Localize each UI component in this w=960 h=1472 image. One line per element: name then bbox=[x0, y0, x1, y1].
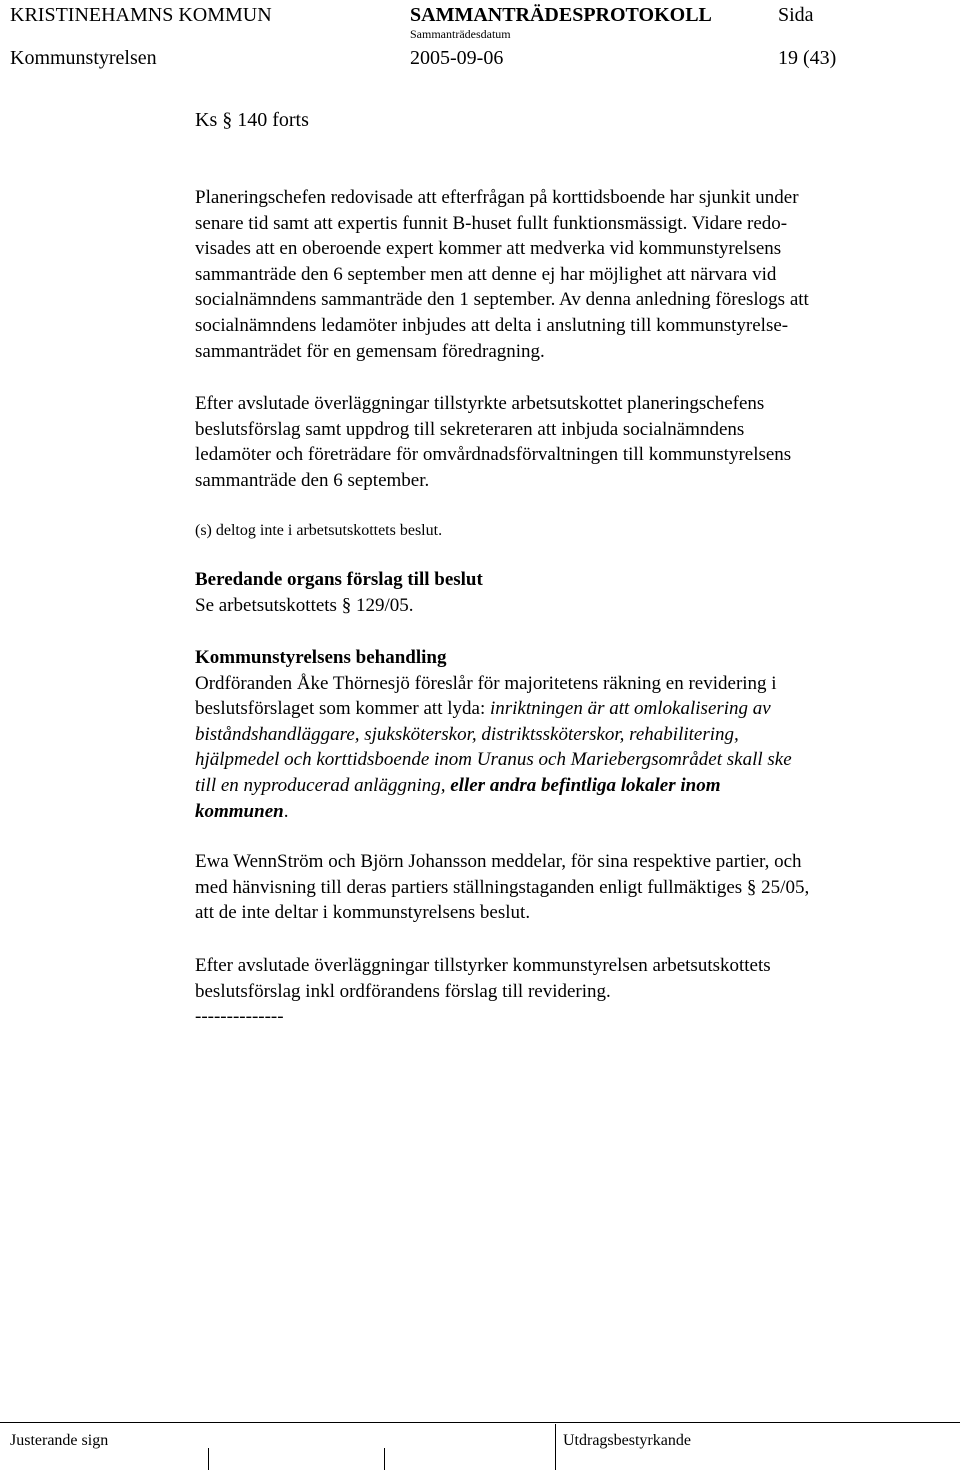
note: (s) deltog inte i arbetsutskottets beslut. bbox=[195, 522, 443, 539]
treatment-section: Kommunstyrelsens behandling Ordföranden Åke Thörnesjö föreslår för majoritetens räkning en revidering i beslutsförslaget som kommer att lyda: inriktningen är att omlokalisering av biståndshandläggare, sjuksköterskor, distriktssköterskor, rehabilitering, hjälpmedel och korttidsboende inom Uranus och Mariebergsområdet skall ske till en nyproducerad anläggning, eller andra befintliga lokaler inom kommunen. bbox=[195, 645, 935, 824]
paragraph-5: Efter avslutade överläggningar tillstyrker kommunstyrelsen arbetsutskottets beslutsförslag inkl ordförandens förslag till revidering. -------------- bbox=[195, 953, 935, 1030]
date-label: Sammanträdesdatum bbox=[410, 27, 511, 41]
section-heading: Beredande organs förslag till beslut bbox=[195, 569, 483, 590]
paragraph-1: Planeringschefen redovisade att efterfrågan på korttidsboende har sjunkit under senare tid samt att expertis funnit B-huset fullt funktionsmässigt. Vidare redo- visades att en oberoende expert kommer att medverka vid kommunstyrelsens sammanträde den 6 september men att denne ej har möjlighet att närvara vid socialnämndens sammanträde den 1 september. Av denna anledning föreslogs att socialnämndens ledamöter inbjudes att delta i anslutning till kommunstyrelse- sammanträdet för en gemensam föredragning. bbox=[195, 187, 809, 362]
signature-box-divider bbox=[384, 1448, 385, 1470]
committee-name: Kommunstyrelsen bbox=[10, 47, 157, 69]
section-reference: Ks § 140 forts bbox=[195, 109, 309, 131]
signature-box-divider bbox=[208, 1448, 209, 1470]
org-name: KRISTINEHAMNS KOMMUN bbox=[10, 4, 272, 26]
document-type: SAMMANTRÄDESPROTOKOLL bbox=[410, 4, 712, 26]
separator: -------------- bbox=[195, 1006, 284, 1028]
paragraph-2: Efter avslutade överläggningar tillstyrkte arbetsutskottet planeringschefens beslutsförslag samt uppdrog till sekreteraren att inbjuda socialnämndens ledamöter och företrädare för omvårdnadsförvaltningen till kommunstyrelsens sammanträde den 6 september. bbox=[195, 393, 792, 491]
signature-box-divider bbox=[555, 1424, 556, 1470]
meeting-date: 2005-09-06 bbox=[410, 47, 504, 69]
extract-label: Utdragsbestyrkande bbox=[563, 1432, 691, 1449]
signature-label: Justerande sign bbox=[10, 1432, 109, 1449]
page-label: Sida bbox=[778, 4, 814, 26]
footer-rule bbox=[0, 1422, 960, 1423]
page-number: 19 (43) bbox=[778, 47, 837, 69]
proposal-section: Beredande organs förslag till beslut Se arbetsutskottets § 129/05. bbox=[195, 567, 935, 618]
section-heading: Kommunstyrelsens behandling bbox=[195, 647, 447, 668]
paragraph-4: Ewa WennStröm och Björn Johansson meddelar, för sina respektive partier, och med hänvisning till deras partiers ställningstaganden enligt fullmäktiges § 25/05, att de inte deltar i kommunstyrelsens beslut. bbox=[195, 851, 810, 924]
